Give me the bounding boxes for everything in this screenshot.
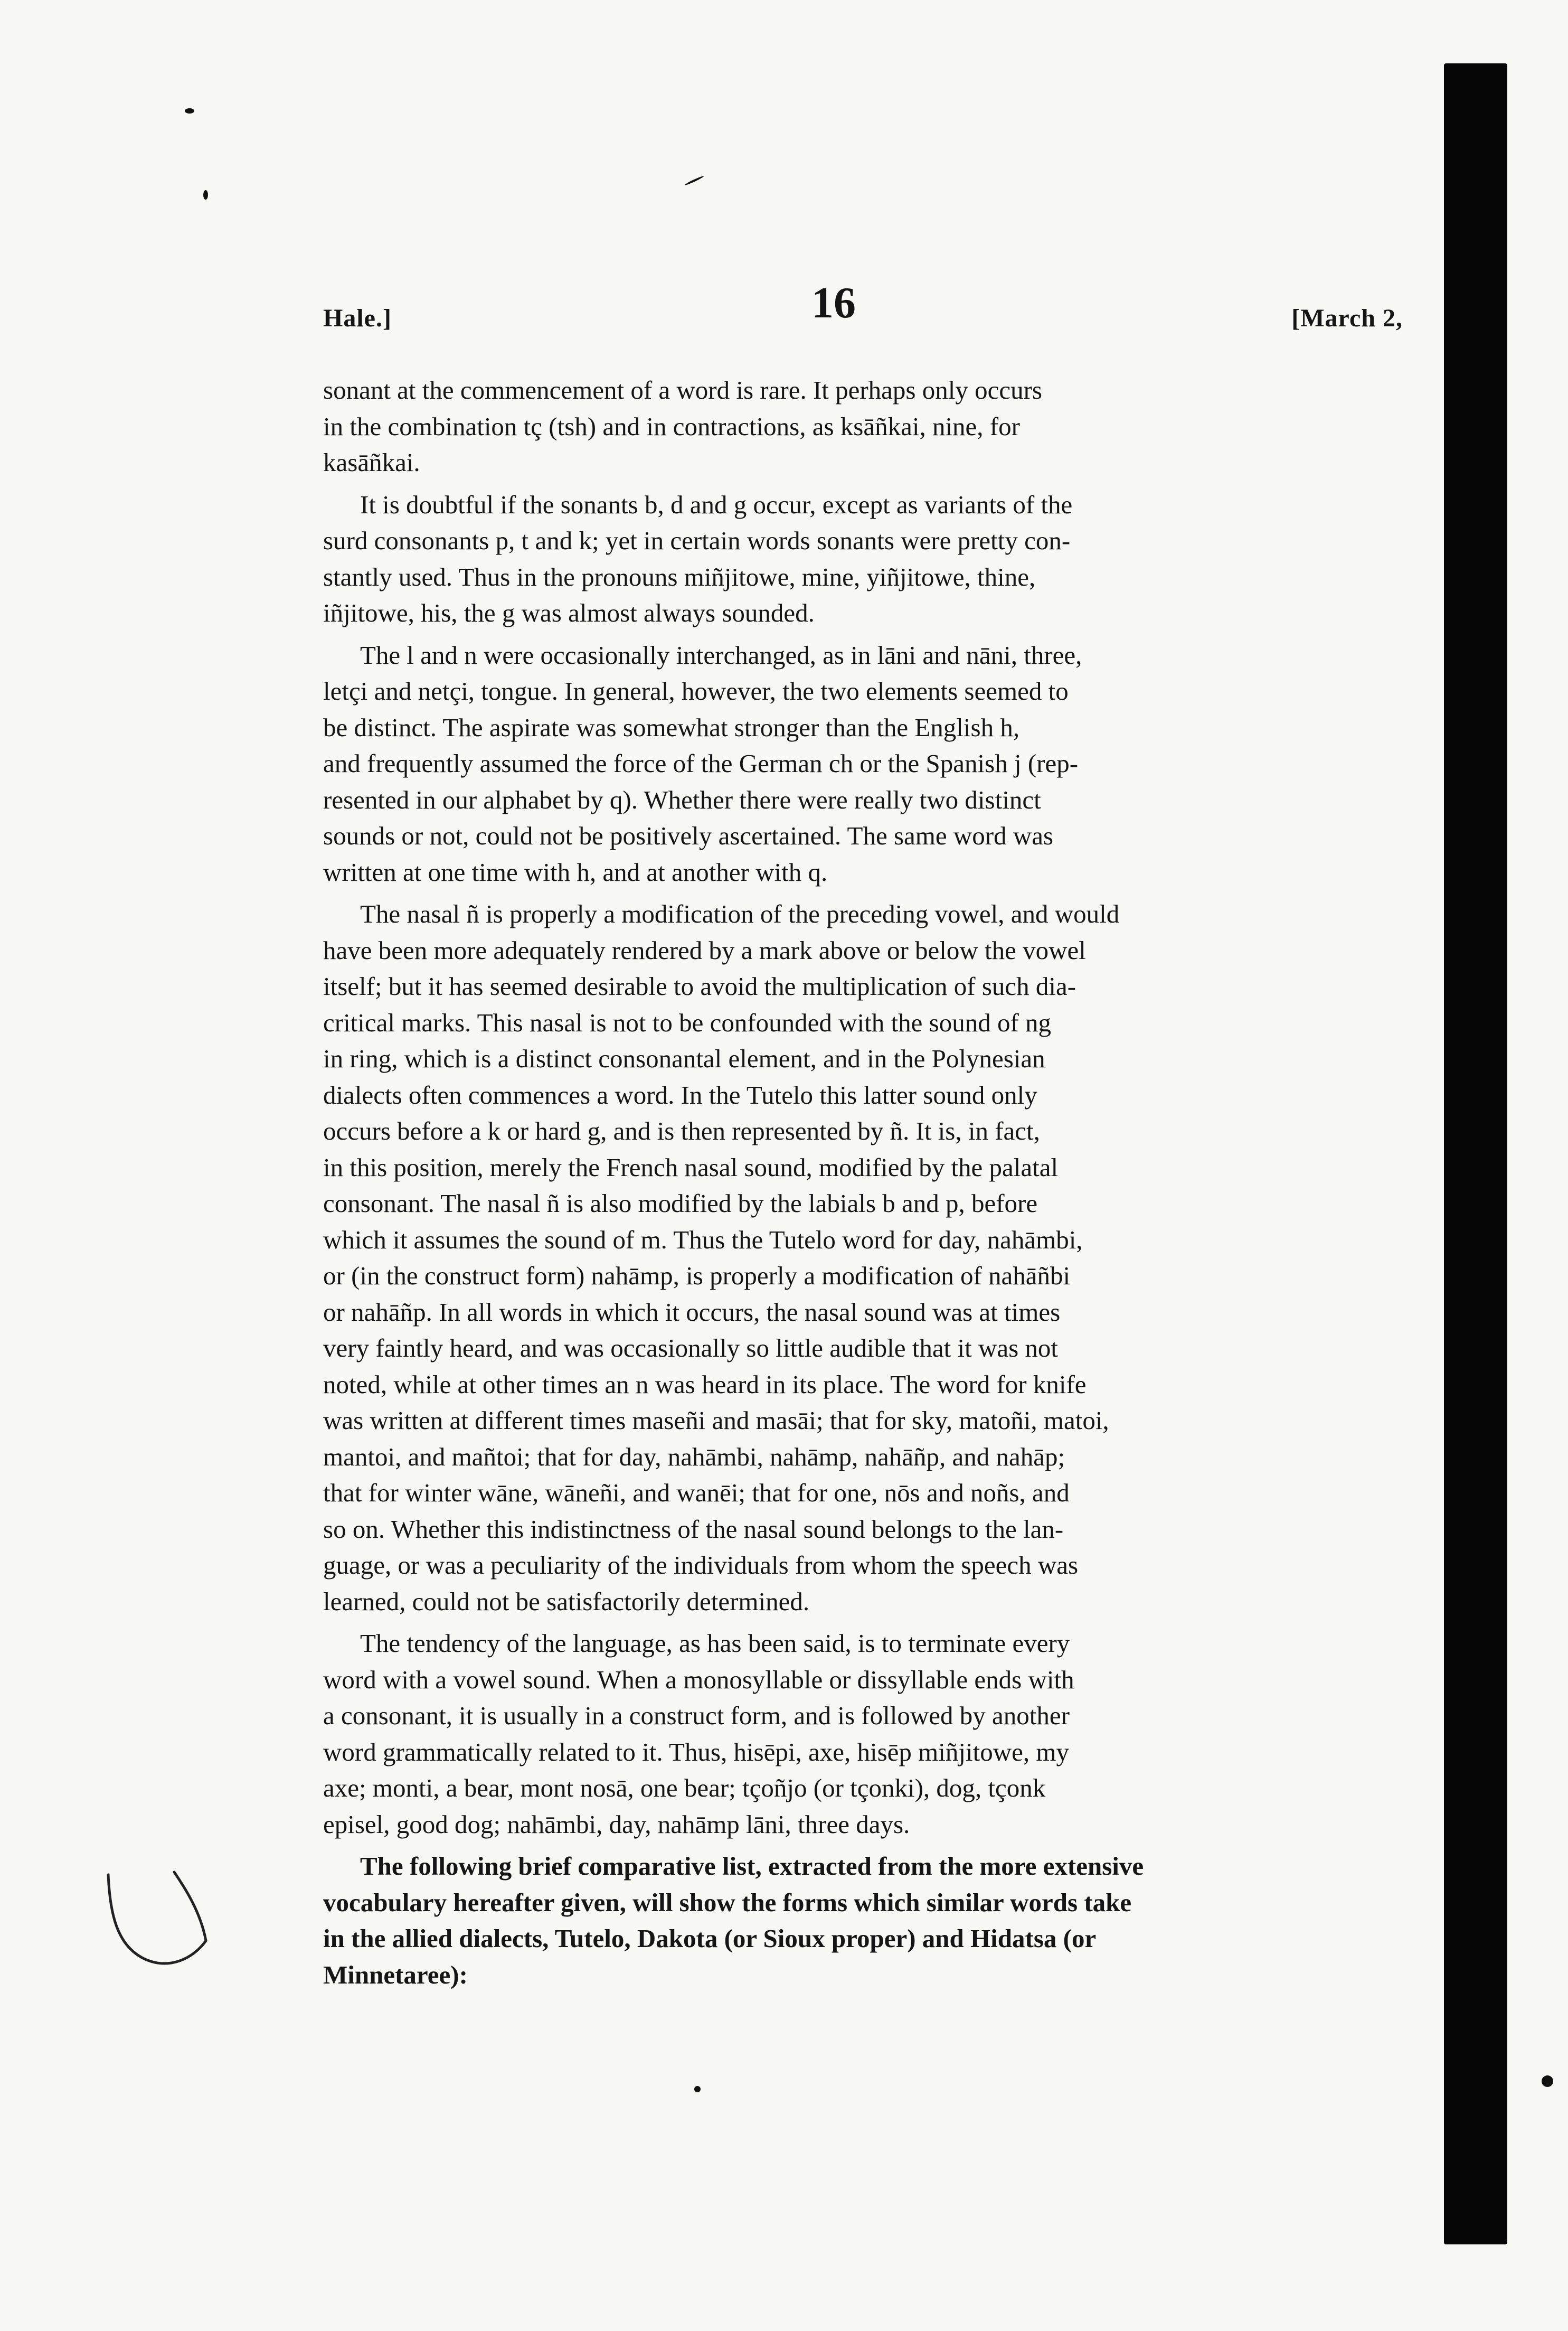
running-head-date: [March 2, — [1291, 304, 1403, 332]
paragraph: The tendency of the language, as has been said, is to terminate every word with a vowel sound. When a monosyllable or dissyllable ends with a consonant, it is usually in a construct form, and is followed by another word grammatically related to it. Thus, hisēpi, axe, hisēp miñjitowe, my axe; monti, a bear, mont nosā, one bear; tçoñjo (or tçonki), dog, tçonk episel, good dog; nahāmbi, day, nahāmp lāni, three days. — [323, 1629, 1074, 1839]
paragraph: sonant at the commencement of a word is rare. It perhaps only occurs in the combination tç (tsh) and in contractions, as ksāñkai, nine, for kasāñkai. — [323, 375, 1042, 477]
page-header — [323, 277, 1403, 335]
scanned-page-edge — [1444, 63, 1507, 2244]
body-text — [323, 372, 1403, 1999]
handwritten-bracket-mark — [100, 1864, 216, 1986]
paragraph: It is doubtful if the sonants b, d and g occur, except as variants of the surd consonants p, t and k; yet in certain words sonants were pretty con- stantly used. Thus in the pronouns miñjitowe, mine, yiñjitowe, thine, iñjitowe, his, the g was almost always sounded. — [323, 490, 1073, 627]
scan-speck — [694, 2086, 701, 2092]
scan-speck — [1542, 2075, 1553, 2087]
paragraph: The nasal ñ is properly a modification of the preceding vowel, and would have been more adequately rendered by a mark above or below the vowel itself; but it has seemed desirable to avoid the multiplication of such dia- critical marks. This nasal is not to be confounded with the sound of ng in ring, which is a distinct consonantal element, and in the Polynesian dialects often commences a word. In the Tutelo this latter sound only occurs before a k or hard g, and is then represented by ñ. It is, in fact, in this position, merely the French nasal sound, modified by the palatal consonant. The nasal ñ is also modified by the labials b and p, before which it assumes the sound of m. Thus the Tutelo word for day, nahāmbi, or (in the construct form) nahāmp, is properly a modification of nahāñbi or nahāñp. In all words in which it occurs, the nasal sound was at times very faintly heard, and was occasionally so little audible that it was not noted, while at other times an n was heard in its place. The word for knife was written at different times maseñi and masāi; that for sky, matoñi, matoi, mantoi, and mañtoi; that for day, nahāmbi, nahāmp, nahāñp, and nahāp; that for winter wāne, wāneñi, and wanēi; that for one, nōs and noñs, and so on. Whether this indistinctness of the nasal sound belongs to the lan- guage, or was a peculiarity of the individuals from whom the speech was learned, could not be satisfactorily determined. — [323, 899, 1120, 1616]
scan-speck — [185, 108, 194, 114]
running-head-author: Hale.] — [323, 304, 392, 332]
page-number: 16 — [811, 278, 856, 327]
paragraph: The following brief comparative list, extracted from the more extensive vocabulary hereafter given, will show the forms which similar words take in the allied dialects, Tutelo, Dakota (or Sioux proper) and Hidatsa (or Minnetaree): — [323, 1851, 1144, 1989]
scan-speck — [203, 190, 208, 200]
paragraph: The l and n were occasionally interchanged, as in lāni and nāni, three, letçi and netçi, tongue. In general, however, the two elements seemed to be distinct. The aspirate was somewhat stronger than the English h, and frequently assumed the force of the German ch or the Spanish j (rep- resented in our alphabet by q). Whether there were really two distinct sounds or not, could not be positively ascertained. The same word was written at one time with h, and at another with q. — [323, 640, 1082, 887]
scan-speck — [684, 175, 704, 186]
